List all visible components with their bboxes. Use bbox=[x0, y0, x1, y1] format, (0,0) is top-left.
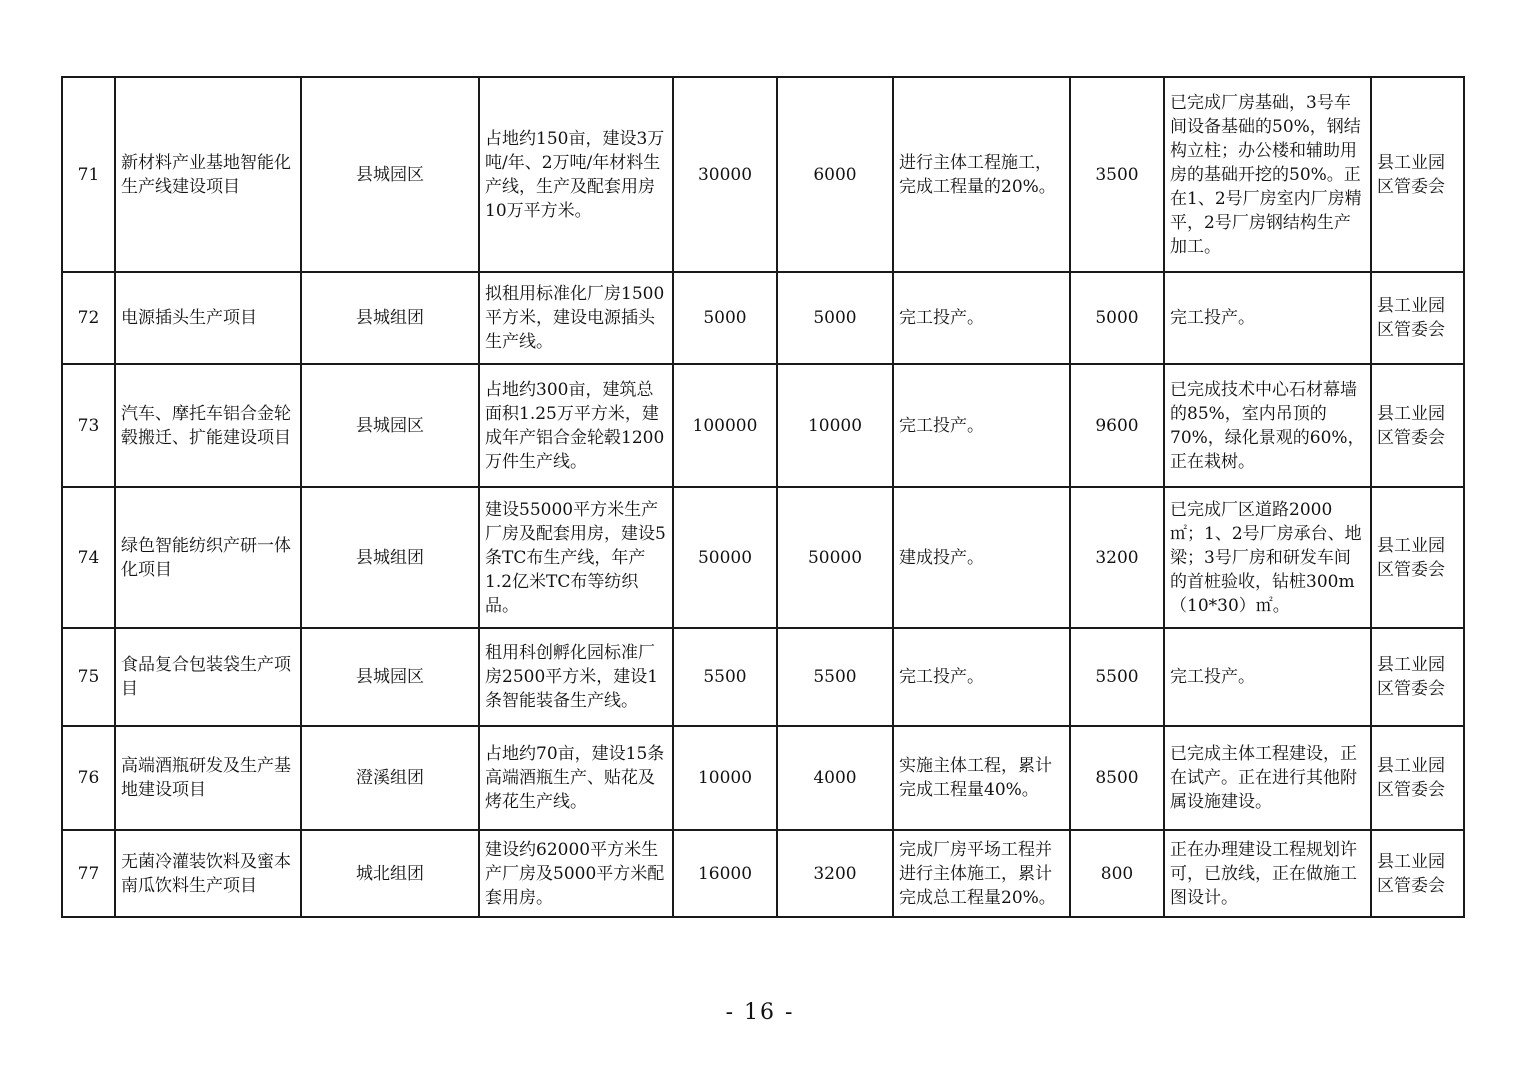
row-number: 71 bbox=[62, 77, 115, 272]
project-location: 县城园区 bbox=[301, 77, 479, 272]
annual-target: 完工投产。 bbox=[893, 272, 1070, 364]
annual-target: 完工投产。 bbox=[893, 364, 1070, 487]
row-number: 77 bbox=[62, 830, 115, 917]
annual-investment: 3200 bbox=[777, 830, 893, 917]
project-name: 新材料产业基地智能化生产线建设项目 bbox=[115, 77, 301, 272]
project-location: 县城园区 bbox=[301, 628, 479, 726]
annual-target: 完工投产。 bbox=[893, 628, 1070, 726]
project-table bbox=[61, 76, 1465, 918]
annual-target: 进行主体工程施工，完成工程量的20%。 bbox=[893, 77, 1070, 272]
row-number: 76 bbox=[62, 726, 115, 830]
construction-content: 租用科创孵化园标准厂房2500平方米，建设1条智能装备生产线。 bbox=[479, 628, 673, 726]
table-row bbox=[62, 628, 1464, 726]
row-number: 73 bbox=[62, 364, 115, 487]
table-row bbox=[62, 830, 1464, 917]
construction-content: 占地约300亩，建筑总面积1.25万平方米，建成年产铝合金轮毂1200万件生产线。 bbox=[479, 364, 673, 487]
completed-investment: 9600 bbox=[1070, 364, 1164, 487]
annual-investment: 4000 bbox=[777, 726, 893, 830]
project-location: 澄溪组团 bbox=[301, 726, 479, 830]
row-number: 72 bbox=[62, 272, 115, 364]
completed-investment: 800 bbox=[1070, 830, 1164, 917]
responsible-unit: 县工业园区管委会 bbox=[1371, 272, 1464, 364]
project-location: 城北组团 bbox=[301, 830, 479, 917]
responsible-unit: 县工业园区管委会 bbox=[1371, 830, 1464, 917]
completed-investment: 5500 bbox=[1070, 628, 1164, 726]
annual-investment: 5500 bbox=[777, 628, 893, 726]
responsible-unit: 县工业园区管委会 bbox=[1371, 726, 1464, 830]
completed-investment: 3200 bbox=[1070, 487, 1164, 628]
construction-content: 占地约150亩，建设3万吨/年、2万吨/年材料生产线，生产及配套用房10万平方米。 bbox=[479, 77, 673, 272]
annual-target: 实施主体工程，累计完成工程量40%。 bbox=[893, 726, 1070, 830]
responsible-unit: 县工业园区管委会 bbox=[1371, 364, 1464, 487]
page-number: - 16 - bbox=[725, 1000, 795, 1025]
progress-description: 已完成厂房基础，3号车间设备基础的50%，钢结构立柱；办公楼和辅助用房的基础开挖的50%。正在1、2号厂房室内厂房精平，2号厂房钢结构生产加工。 bbox=[1164, 77, 1371, 272]
construction-content: 建设约62000平方米生产厂房及5000平方米配套用房。 bbox=[479, 830, 673, 917]
table-row bbox=[62, 272, 1464, 364]
total-investment: 10000 bbox=[673, 726, 777, 830]
row-number: 75 bbox=[62, 628, 115, 726]
annual-investment: 5000 bbox=[777, 272, 893, 364]
project-name: 无菌冷灌装饮料及蜜本南瓜饮料生产项目 bbox=[115, 830, 301, 917]
progress-description: 已完成技术中心石材幕墙的85%，室内吊顶的70%，绿化景观的60%，正在栽树。 bbox=[1164, 364, 1371, 487]
progress-description: 已完成厂区道路2000㎡；1、2号厂房承台、地梁；3号厂房和研发车间的首桩验收，钻桩300m（10*30）㎡。 bbox=[1164, 487, 1371, 628]
progress-description: 已完成主体工程建设，正在试产。正在进行其他附属设施建设。 bbox=[1164, 726, 1371, 830]
project-location: 县城园区 bbox=[301, 364, 479, 487]
total-investment: 100000 bbox=[673, 364, 777, 487]
project-name: 电源插头生产项目 bbox=[115, 272, 301, 364]
completed-investment: 8500 bbox=[1070, 726, 1164, 830]
completed-investment: 3500 bbox=[1070, 77, 1164, 272]
responsible-unit: 县工业园区管委会 bbox=[1371, 628, 1464, 726]
annual-target: 建成投产。 bbox=[893, 487, 1070, 628]
responsible-unit: 县工业园区管委会 bbox=[1371, 487, 1464, 628]
progress-description: 完工投产。 bbox=[1164, 272, 1371, 364]
progress-description: 正在办理建设工程规划许可，已放线，正在做施工图设计。 bbox=[1164, 830, 1371, 917]
total-investment: 50000 bbox=[673, 487, 777, 628]
project-name: 汽车、摩托车铝合金轮毂搬迁、扩能建设项目 bbox=[115, 364, 301, 487]
project-location: 县城组团 bbox=[301, 272, 479, 364]
project-location: 县城组团 bbox=[301, 487, 479, 628]
responsible-unit: 县工业园区管委会 bbox=[1371, 77, 1464, 272]
table-row bbox=[62, 77, 1464, 272]
construction-content: 拟租用标准化厂房1500平方米，建设电源插头生产线。 bbox=[479, 272, 673, 364]
progress-description: 完工投产。 bbox=[1164, 628, 1371, 726]
table-row bbox=[62, 364, 1464, 487]
annual-target: 完成厂房平场工程并进行主体施工，累计完成总工程量20%。 bbox=[893, 830, 1070, 917]
completed-investment: 5000 bbox=[1070, 272, 1164, 364]
total-investment: 16000 bbox=[673, 830, 777, 917]
annual-investment: 6000 bbox=[777, 77, 893, 272]
construction-content: 建设55000平方米生产厂房及配套用房，建设5条TC布生产线，年产1.2亿米TC布等纺织品。 bbox=[479, 487, 673, 628]
row-number: 74 bbox=[62, 487, 115, 628]
project-name: 食品复合包装袋生产项目 bbox=[115, 628, 301, 726]
total-investment: 5500 bbox=[673, 628, 777, 726]
table-row bbox=[62, 726, 1464, 830]
project-name: 高端酒瓶研发及生产基地建设项目 bbox=[115, 726, 301, 830]
construction-content: 占地约70亩，建设15条高端酒瓶生产、贴花及烤花生产线。 bbox=[479, 726, 673, 830]
table-row bbox=[62, 487, 1464, 628]
project-name: 绿色智能纺织产研一体化项目 bbox=[115, 487, 301, 628]
annual-investment: 10000 bbox=[777, 364, 893, 487]
total-investment: 5000 bbox=[673, 272, 777, 364]
total-investment: 30000 bbox=[673, 77, 777, 272]
annual-investment: 50000 bbox=[777, 487, 893, 628]
